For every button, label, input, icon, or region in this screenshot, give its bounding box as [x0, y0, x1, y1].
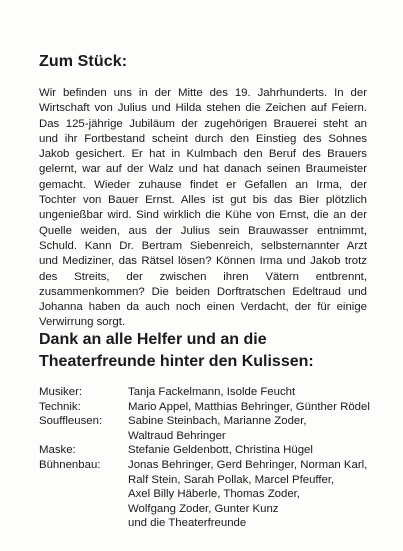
- credit-role: Technik:: [39, 400, 81, 413]
- credit-role: Souffleusen:: [39, 415, 103, 428]
- credit-names: [128, 400, 379, 415]
- credit-name-line: Axel Billy Häberle, Thomas Zoder,: [128, 488, 300, 501]
- credit-row: [39, 414, 379, 443]
- credit-names: [128, 414, 379, 443]
- story-line: Wirtschaft von Julius und Hilda stehen die Zeichen auf Feiern.: [39, 102, 367, 115]
- story-line: Das 125-jährige Jubiläum der zugehörigen Brauerei steht an: [39, 117, 367, 130]
- credit-row: [39, 458, 379, 531]
- credit-row: [39, 385, 379, 400]
- credit-name-line: Wolfgang Zoder, Gunter Kunz: [128, 502, 279, 515]
- credit-role: Musiker:: [39, 386, 83, 398]
- story-paragraph: [39, 86, 367, 331]
- story-line: des Streits, der zwischen ihren Vätern entbrennt,: [39, 270, 367, 283]
- story-line: Verwirrung sorgt.: [39, 316, 126, 329]
- credit-name-line: Ralf Stein, Sarah Pollak, Marcel Pfeuffer,: [128, 473, 335, 486]
- section-heading-thanks: [39, 329, 379, 372]
- section-heading-story: Zum Stück:: [39, 53, 128, 70]
- story-line: und Mediziner, das Rätsel lösen? Können Irma und Jakob trotz: [39, 255, 367, 268]
- story-line: und ihr Fortbestand scheint durch den Einstieg des Sohnes: [39, 132, 367, 145]
- credit-row: [39, 443, 379, 458]
- thanks-heading-line: Dank an alle Helfer und an die: [39, 331, 267, 348]
- credit-role: Maske:: [39, 444, 76, 457]
- credit-row: [39, 400, 379, 415]
- story-line: ungenießbar wird. Sind wirklich die Kühe von Ernst, die an der: [39, 209, 367, 222]
- story-line: Johanna haben da auch noch einen Verdacht, der für einige: [39, 301, 367, 314]
- credit-names: [128, 458, 379, 531]
- credit-name-line: und die Theaterfreunde: [128, 517, 247, 530]
- credit-name-line: Waltraud Behringer: [128, 429, 226, 442]
- credit-name-line: Mario Appel, Matthias Behringer, Günther Rödel: [128, 400, 370, 413]
- story-line: gelernt, war auf der Walz und hat danach seinen Braumeister: [39, 163, 367, 176]
- story-line: Tochter von Bauer Ernst. Alles ist gut bis das Bier plötzlich: [39, 194, 367, 207]
- story-line: Wir befinden uns in der Mitte des 19. Jahrhunderts. In der: [39, 87, 367, 99]
- credit-names: [128, 385, 379, 400]
- credit-role: Bühnenbau:: [39, 458, 101, 471]
- credit-name-line: Tanja Fackelmann, Isolde Feucht: [128, 386, 296, 398]
- story-line: gemacht. Wieder zuhause findet er Gefallen an Irma, der: [39, 178, 367, 191]
- credit-name-line: Sabine Steinbach, Marianne Zoder,: [128, 415, 307, 428]
- thanks-heading-line: Theaterfreunde hinter den Kulissen:: [39, 352, 314, 370]
- story-line: zusammenkommen? Die beiden Dorftratschen Edeltraud und: [39, 285, 367, 298]
- credit-name-line: Stefanie Geldenbott, Christina Hügel: [128, 444, 313, 457]
- credits-list: [39, 385, 379, 531]
- credit-name-line: Jonas Behringer, Gerd Behringer, Norman Karl,: [128, 458, 368, 471]
- credit-names: [128, 443, 379, 458]
- story-line: Jakob gesichert. Er hat in Kulmbach den Beruf des Brauers: [39, 148, 367, 161]
- story-line: Schuld. Kann Dr. Bertram Siebenreich, selbsternannter Arzt: [39, 239, 367, 252]
- story-line: Quelle weiden, aus der Julius sein Brauwasser entnimmt,: [39, 224, 367, 237]
